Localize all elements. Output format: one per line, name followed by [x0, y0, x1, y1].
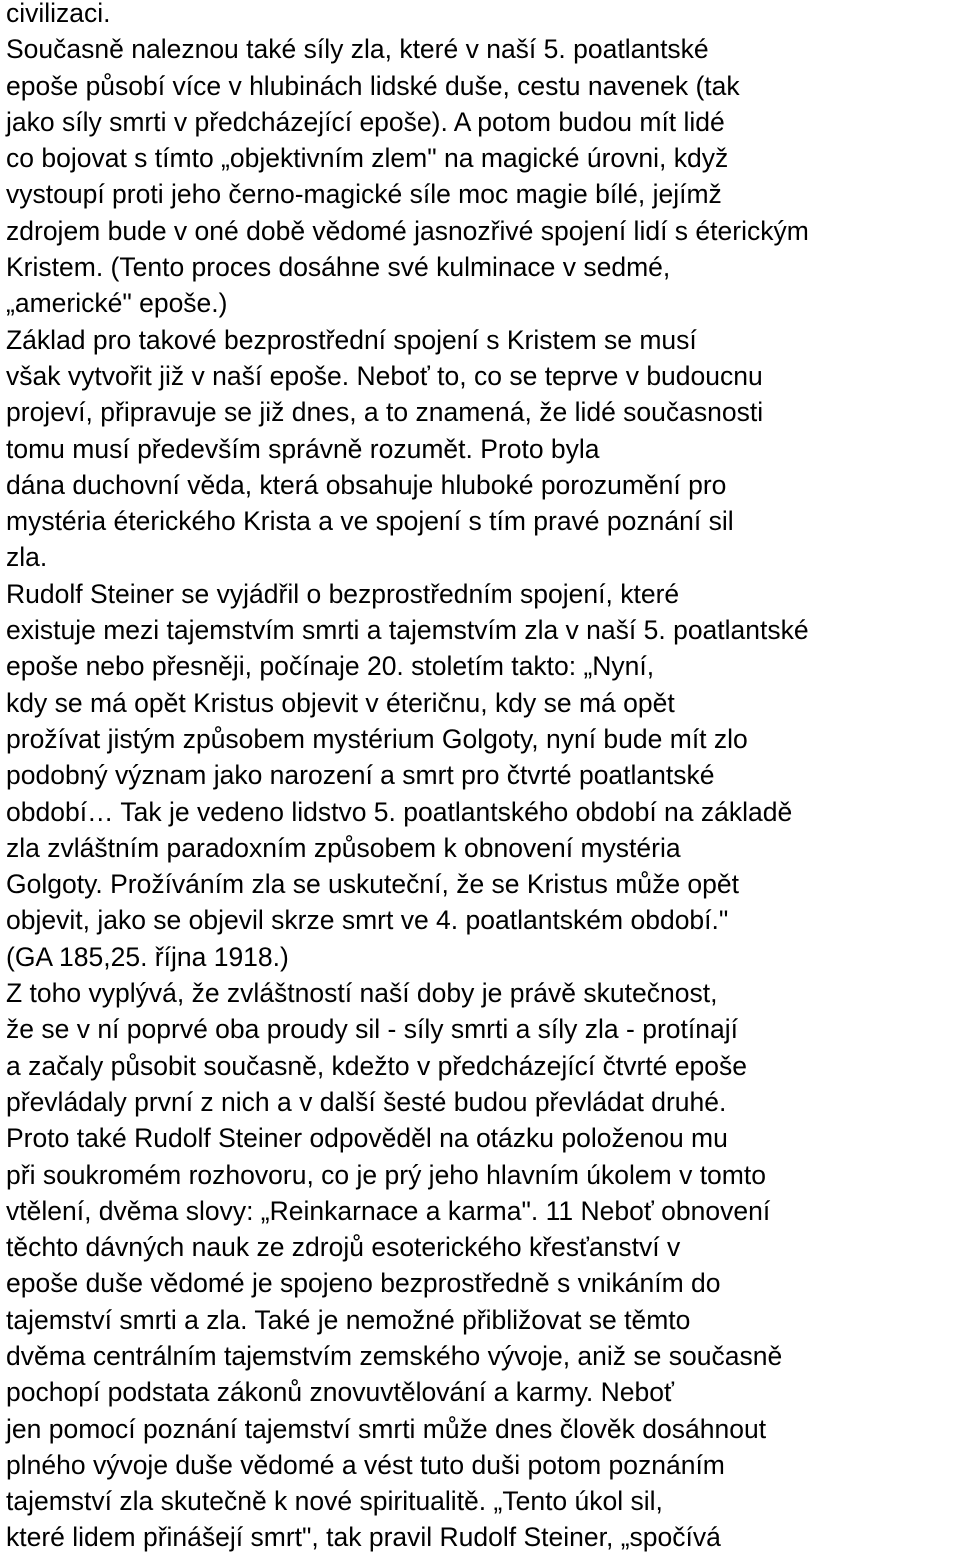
text-line: podobný význam jako narození a smrt pro čtvrté poatlantské — [6, 760, 715, 791]
text-line: prožívat jistým způsobem mystérium Golgoty, nyní bude mít zlo — [6, 723, 748, 754]
text-line: pochopí podstata zákonů znovuvtělování a karmy. Neboť — [6, 1377, 674, 1408]
text-line: zla. — [6, 542, 48, 573]
text-line: dána duchovní věda, která obsahuje hluboké porozumění pro — [6, 469, 727, 500]
text-line: plného vývoje duše vědomé a vést tuto duši potom poznáním — [6, 1449, 725, 1480]
text-line: Z toho vyplývá, že zvláštností naší doby je právě skutečnost, — [6, 978, 718, 1009]
text-line: při soukromém rozhovoru, co je prý jeho hlavním úkolem v tomto — [6, 1159, 766, 1190]
text-line: tajemství zla skutečně k nové spiritualitě. „Tento úkol sil, — [6, 1486, 663, 1517]
text-line: Proto také Rudolf Steiner odpověděl na otázku položenou mu — [6, 1123, 728, 1154]
text-line: epoše působí více v hlubinách lidské duše, cestu navenek (tak — [6, 70, 740, 101]
text-line: existuje mezi tajemstvím smrti a tajemstvím zla v naší 5. poatlantské — [6, 615, 809, 646]
text-line: jen pomocí poznání tajemství smrti může dnes člověk dosáhnout — [6, 1413, 767, 1444]
text-line: Současně naleznou také síly zla, které v naší 5. poatlantské — [6, 34, 709, 65]
text-line: Golgoty. Prožíváním zla se uskuteční, že se Kristus může opět — [6, 869, 739, 900]
text-line: objevit, jako se objevil skrze smrt ve 4. poatlantském období." — [6, 905, 729, 936]
text-line: období… Tak je vedeno lidstvo 5. poatlantského období na základě — [6, 796, 793, 827]
text-line: a začaly působit současně, kdežto v předcházející čtvrté epoše — [6, 1050, 747, 1081]
text-line: Kristem. (Tento proces dosáhne své kulminace v sedmé, — [6, 252, 671, 283]
text-line: kdy se má opět Kristus objevit v éteričnu, kdy se má opět — [6, 687, 675, 718]
text-line: co bojovat s tímto „objektivním zlem" na magické úrovni, když — [6, 143, 729, 174]
text-line: tajemství smrti a zla. Také je nemožné přibližovat se těmto — [6, 1304, 691, 1335]
text-line: epoše duše vědomé je spojeno bezprostředně s vnikáním do — [6, 1268, 721, 1299]
text-line: Základ pro takové bezprostřední spojení s Kristem se musí — [6, 324, 697, 355]
text-line: zdrojem bude v oné době vědomé jasnozřivé spojení lidí s éterickým — [6, 215, 809, 246]
text-line: že se v ní poprvé oba proudy sil - síly smrti a síly zla - protínají — [6, 1014, 738, 1045]
text-line: dvěma centrálním tajemstvím zemského vývoje, aniž se současně — [6, 1340, 783, 1371]
text-line: však vytvořit již v naší epoše. Neboť to, co se teprve v budoucnu — [6, 360, 763, 391]
text-line: vystoupí proti jeho černo-magické síle moc magie bílé, jejímž — [6, 179, 722, 210]
text-line: těchto dávných nauk ze zdrojů esoterického křesťanství v — [6, 1232, 681, 1263]
text-line: projeví, připravuje se již dnes, a to znamená, že lidé současnosti — [6, 397, 764, 428]
text-line: které lidem přinášejí smrt", tak pravil Rudolf Steiner, „spočívá — [6, 1522, 721, 1553]
text-line: epoše nebo přesněji, počínaje 20. stoletím takto: „Nyní, — [6, 651, 655, 682]
text-line: civilizaci. — [6, 0, 111, 28]
text-line: „americké" epoše.) — [6, 288, 228, 319]
text-line: (GA 185,25. října 1918.) — [6, 941, 289, 972]
text-line: Rudolf Steiner se vyjádřil o bezprostředním spojení, které — [6, 578, 680, 609]
text-line: vtělení, dvěma slovy: „Reinkarnace a karma". 11 Neboť obnovení — [6, 1195, 771, 1226]
text-line: jako síly smrti v předcházející epoše). A potom budou mít lidé — [6, 106, 725, 137]
text-line: mystéria éterického Krista a ve spojení s tím pravé poznání sil — [6, 506, 734, 537]
text-line: zla zvláštním paradoxním způsobem k obnovení mystéria — [6, 832, 681, 863]
text-line: tomu musí především správně rozumět. Proto byla — [6, 433, 600, 464]
text-line: převládaly první z nich a v další šesté budou převládat druhé. — [6, 1086, 727, 1117]
document-page — [6, 0, 960, 1556]
